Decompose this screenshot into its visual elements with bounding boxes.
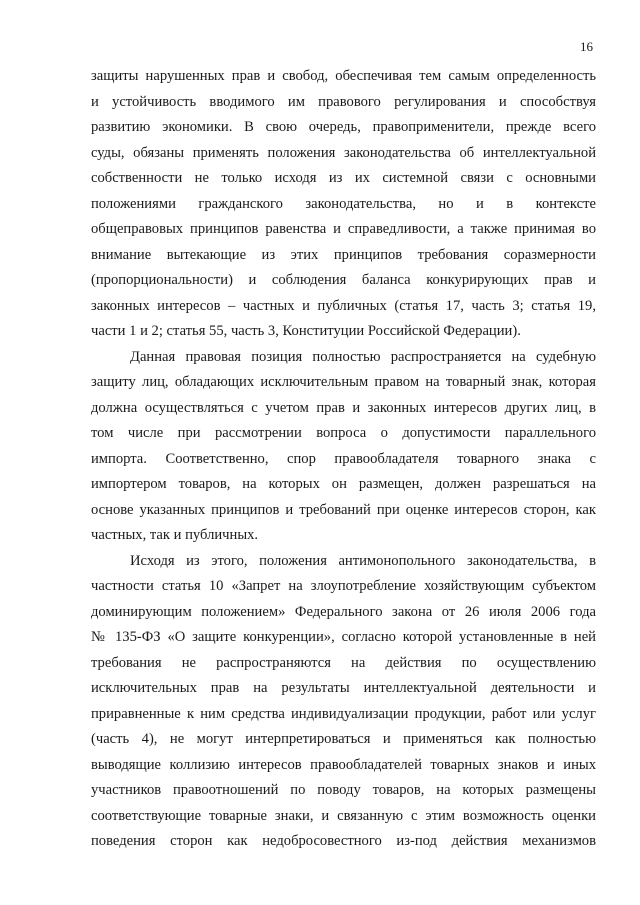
text-line: доминирующим положением» Федерального закона от 26 июля 2006 года — [91, 603, 596, 620]
text-line: (пропорциональности) и соблюдения баланса конкурирующих прав и — [91, 272, 596, 288]
text-line: поведения сторон как недобросовестного из-под действия механизмов — [91, 833, 596, 849]
paragraph-2 — [91, 345, 596, 549]
text-line: собственности не только исходя из их системной связи с основными — [91, 170, 596, 186]
text-line: части 1 и 2; статья 55, часть 3, Конституции Российской Федерации). — [91, 323, 521, 339]
text-line: соответствующие товарные знаки, и связанную с этим возможность оценки — [91, 807, 596, 824]
text-line: должна осуществляться с учетом прав и законных интересов других лиц, в — [91, 399, 596, 416]
text-line: частных, так и публичных. — [91, 527, 259, 543]
text-line: основе указанных принципов и требований при оценке интересов сторон, как — [91, 501, 596, 518]
text-line: выводящие коллизию интересов правообладателей товарных знаков и иных — [91, 756, 596, 773]
text-line: и устойчивость вводимого им правового регулирования и способствуя — [91, 93, 596, 110]
paragraph-3 — [91, 549, 596, 855]
text-line: исключительных прав на результаты интеллектуальной деятельности и — [91, 680, 596, 696]
text-line: внимание вытекающие из этих принципов требования соразмерности — [91, 246, 596, 263]
text-line: участников правоотношений по поводу товаров, на которых размещены — [91, 782, 596, 798]
text-line: законных интересов – частных и публичных (статья 17, часть 3; статья 19, — [91, 297, 596, 314]
text-line: импорта. Соответственно, спор правообладателя товарного знака с — [91, 450, 596, 467]
text-line: Исходя из этого, положения антимонопольного законодательства, в — [130, 552, 596, 569]
text-line: Данная правовая позиция полностью распространяется на судебную — [130, 348, 596, 365]
paragraph-1 — [91, 64, 596, 345]
text-line: (часть 4), не могут интерпретироваться и применяться как полностью — [91, 731, 596, 747]
text-line: импортером товаров, на которых он размещен, должен разрешаться на — [91, 476, 596, 492]
text-line: суды, обязаны применять положения законодательства об интеллектуальной — [91, 144, 596, 161]
text-line: положениями гражданского законодательства, но и в контексте — [91, 195, 596, 212]
text-line: том числе при рассмотрении вопроса о допустимости параллельного — [91, 425, 596, 441]
text-line: общеправовых принципов равенства и справедливости, а также принимая во — [91, 221, 596, 237]
text-line: приравненные к ним средства индивидуализации продукции, работ или услуг — [91, 705, 596, 722]
text-line: защиты нарушенных прав и свобод, обеспечивая тем самым определенность — [91, 68, 596, 84]
text-line: № 135-ФЗ «О защите конкуренции», согласно которой установленные в ней — [91, 629, 596, 645]
text-line: защиту лиц, обладающих исключительным правом на товарный знак, которая — [91, 374, 596, 390]
page-number: 16 — [580, 39, 593, 54]
document-body — [91, 64, 596, 855]
text-line: частности статья 10 «Запрет на злоупотребление хозяйствующим субъектом — [91, 578, 596, 594]
text-line: развитию экономики. В свою очередь, правоприменители, прежде всего — [91, 119, 596, 135]
text-line: требования не распространяются на действия по осуществлению — [91, 654, 596, 671]
